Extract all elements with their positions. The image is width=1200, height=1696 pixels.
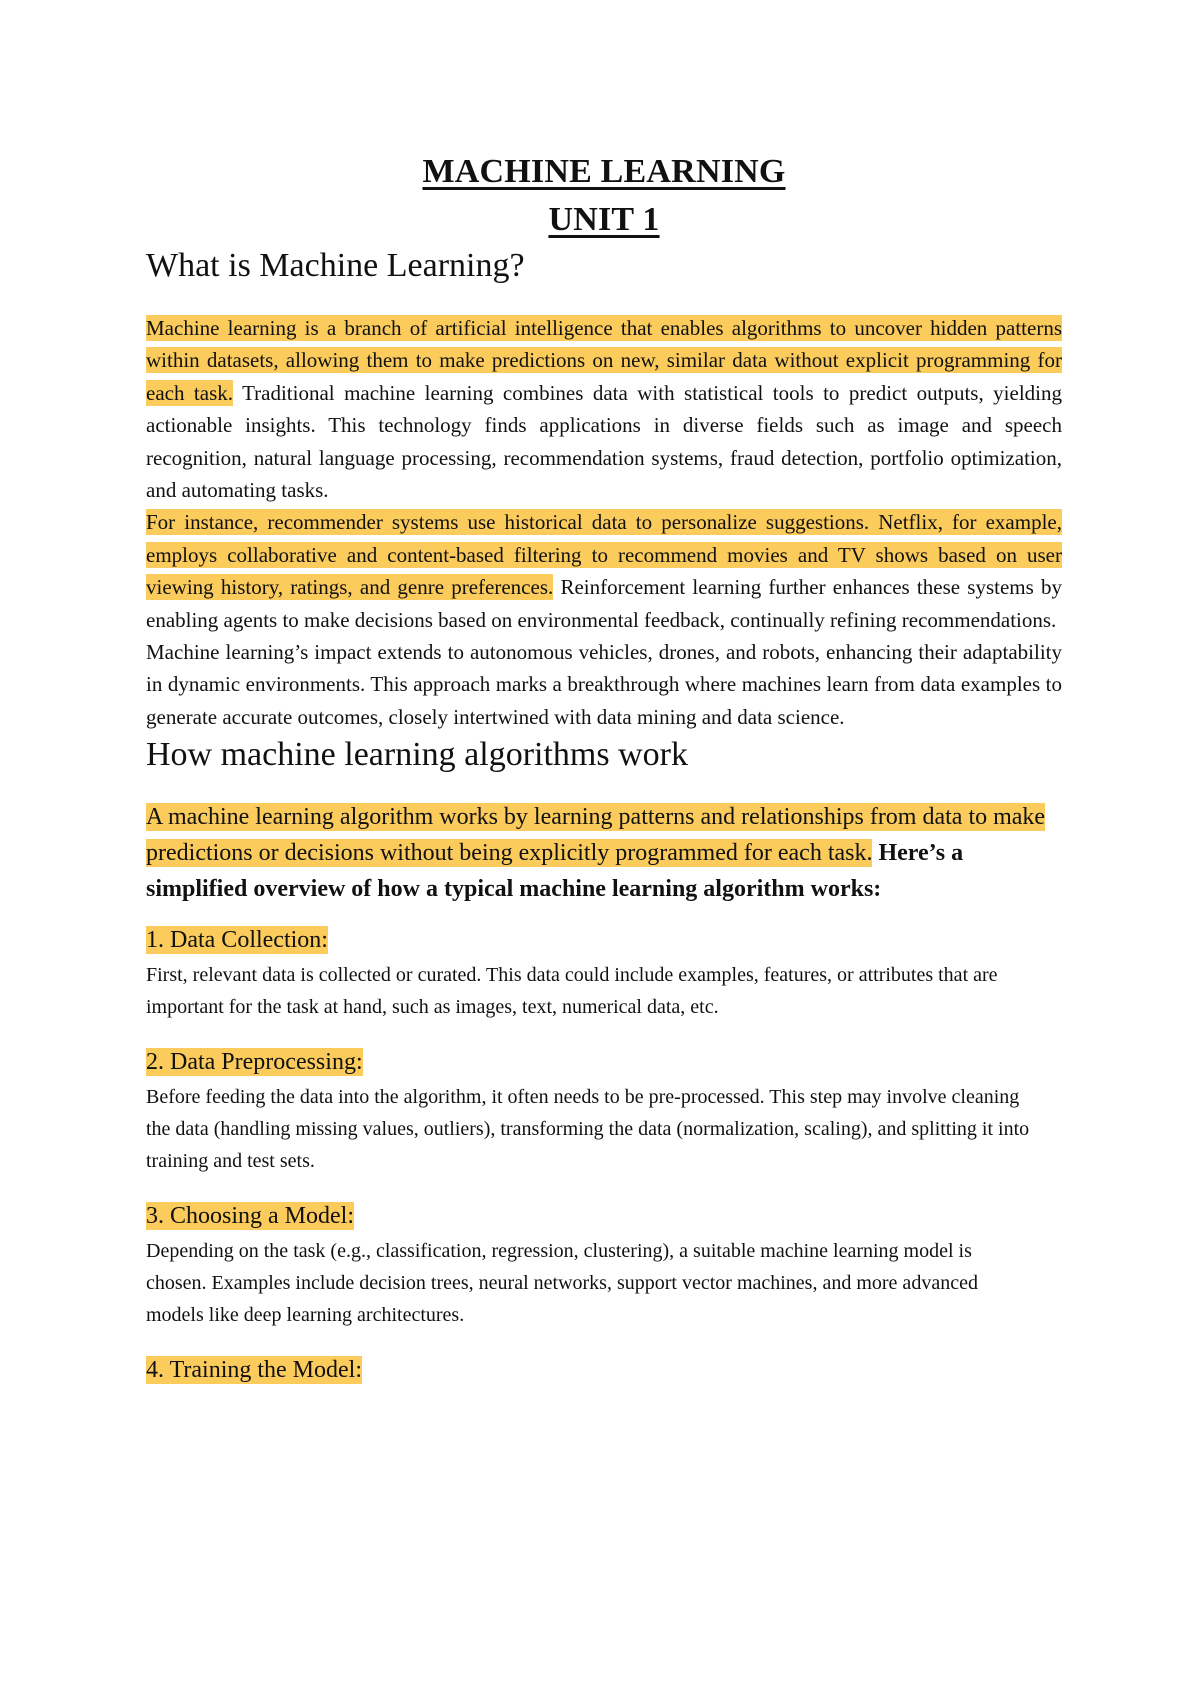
step-choosing-model	[146, 1199, 1062, 1331]
step-body: First, relevant data is collected or curated. This data could include examples, features, or attributes that are important for the task at hand, such as images, text, numerical data, etc.	[146, 964, 998, 1019]
section-heading-how-it-works: How machine learning algorithms work	[146, 736, 688, 774]
highlighted-overview: A machine learning algorithm works by learning patterns and relationships from data to make predictions or decisions without being explicitly programmed for each task.	[146, 804, 1046, 867]
step-body: Depending on the task (e.g., classification, regression, clustering), a suitable machine learning model is chosen. Examples include decision trees, neural networks, support vector machines, and more advanced models like deep learning architectures.	[146, 1240, 978, 1327]
step-data-preprocessing	[146, 1045, 1062, 1177]
step-title: 1. Data Collection:	[146, 927, 328, 954]
section-heading-what-is-ml: What is Machine Learning?	[146, 247, 525, 284]
example-paragraph	[146, 506, 1062, 636]
step-body: Before feeding the data into the algorithm, it often needs to be pre-processed. This step may involve cleaning the data (handling missing values, outliers), transforming the data (normalization, scaling), and splitting it into training and test sets.	[146, 1086, 1030, 1173]
step-title: 3. Choosing a Model:	[146, 1203, 354, 1230]
overview-lead-in: Here’s a simplified overview of how a typical machine learning algorithm works:	[146, 840, 964, 903]
step-training-model	[146, 1353, 1062, 1387]
impact-paragraph: Machine learning’s impact extends to autonomous vehicles, drones, and robots, enhancing their adaptability in dynamic environments. This approach marks a breakthrough where machines learn from data examples to generate accurate outcomes, closely intertwined with data mining and data science.	[146, 640, 1062, 729]
step-title: 4. Training the Model:	[146, 1357, 363, 1384]
definition-continuation: Traditional machine learning combines data with statistical tools to predict outputs, yielding actionable insights. This technology finds applications in diverse fields such as image and speech recognition, natural language processing, recommendation systems, fraud detection, portfolio optimization, and automating tasks.	[146, 380, 1062, 503]
overview-paragraph	[146, 799, 1062, 907]
definition-paragraph	[146, 312, 1062, 506]
highlighted-example: For instance, recommender systems use historical data to personalize suggestions. Netflix, for example, employs collaborative and content-based filtering to recommend movies and TV shows based on user viewing history, ratings, and genre preferences.	[146, 510, 1062, 600]
title-block	[146, 148, 1062, 244]
highlighted-definition: Machine learning is a branch of artificial intelligence that enables algorithms to uncover hidden patterns within datasets, allowing them to make predictions on new, similar data without explicit programming for each task.	[146, 316, 1062, 405]
step-title: 2. Data Preprocessing:	[146, 1049, 363, 1076]
example-continuation: Reinforcement learning further enhances these systems by enabling agents to make decisions based on environmental feedback, continually refining recommendations.	[146, 575, 1062, 632]
document-title: MACHINE LEARNING	[422, 153, 786, 190]
unit-title: UNIT 1	[548, 201, 660, 238]
step-data-collection	[146, 923, 1062, 1023]
